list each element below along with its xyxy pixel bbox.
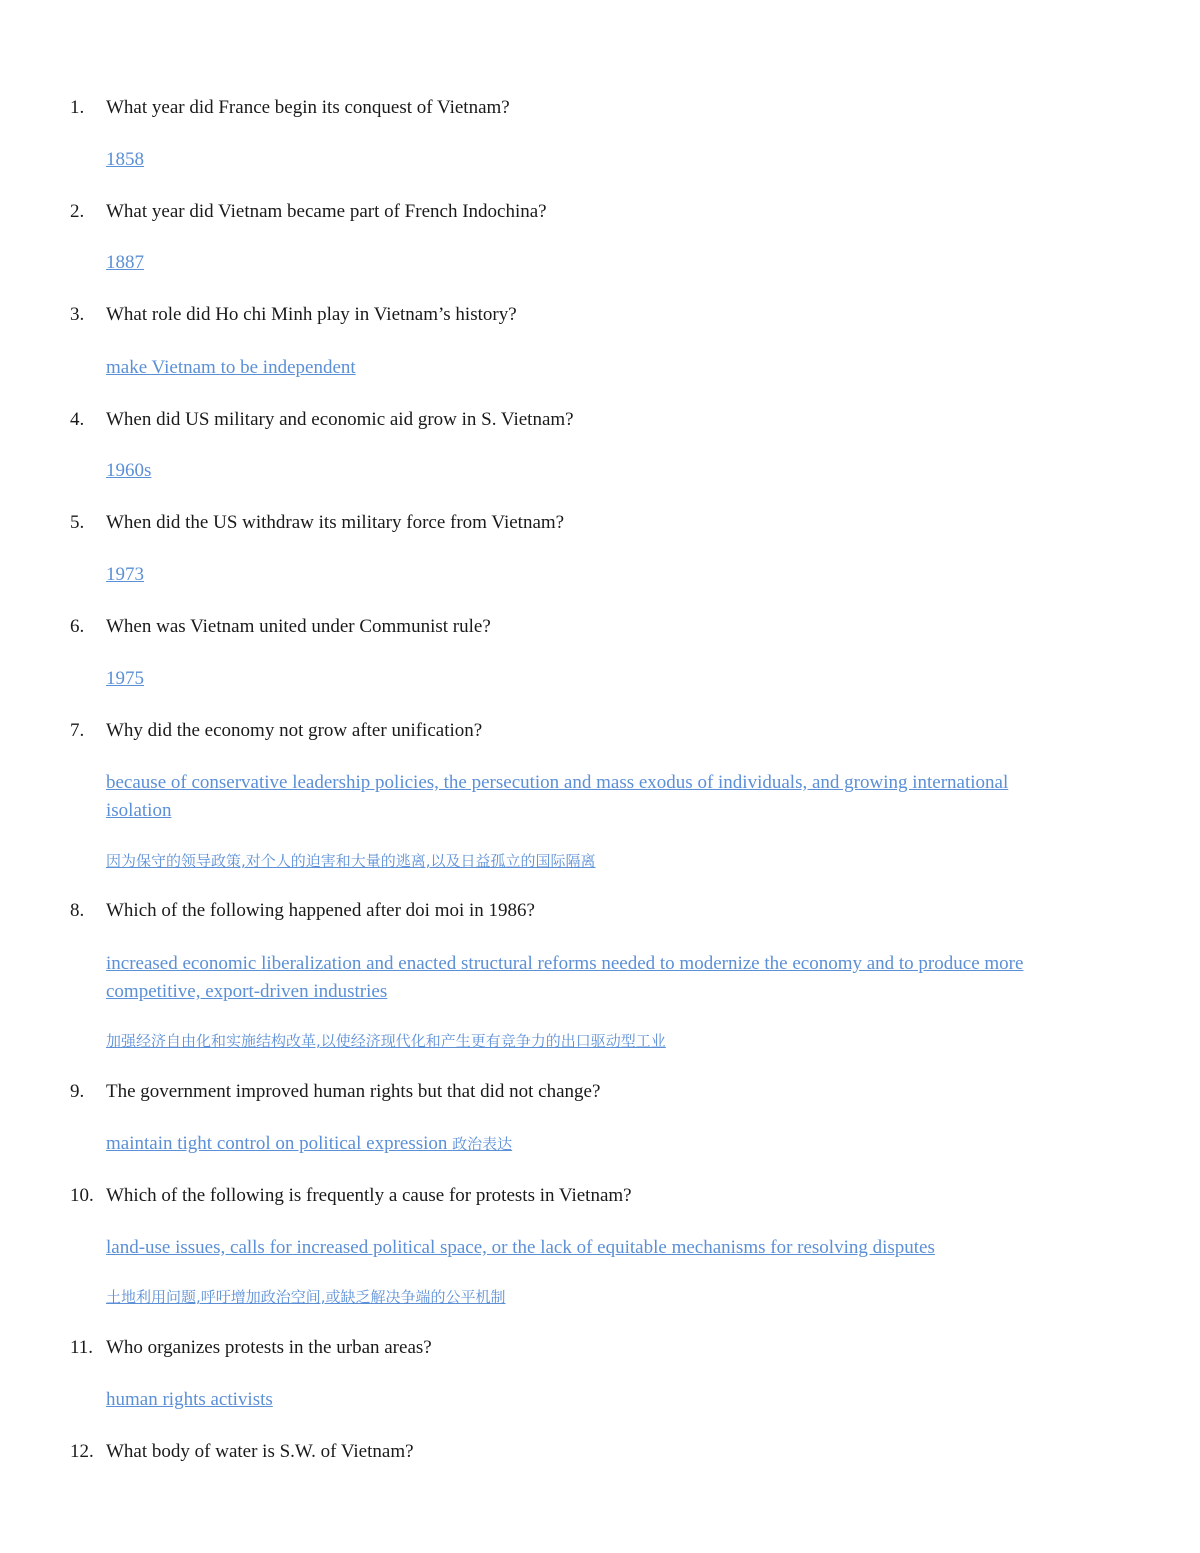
answer-4[interactable]: 1960s xyxy=(106,460,152,481)
question-text: What year did Vietnam became part of French Indochina? xyxy=(106,201,547,222)
question-text: What body of water is S.W. of Vietnam? xyxy=(106,1441,414,1462)
question-number: 6. xyxy=(70,616,85,637)
question-number: 12. xyxy=(70,1441,94,1462)
question-7 xyxy=(0,717,1200,745)
question-3 xyxy=(0,301,1200,329)
question-number: 10. xyxy=(70,1185,94,1206)
question-text: Who organizes protests in the urban areas? xyxy=(106,1337,432,1358)
answer-11[interactable]: human rights activists xyxy=(106,1389,273,1410)
answer-3[interactable]: make Vietnam to be independent xyxy=(106,357,356,378)
question-11 xyxy=(0,1334,1200,1362)
question-10 xyxy=(0,1182,1200,1210)
answer-8-chinese[interactable]: 加强经济自由化和实施结构改革,以使经济现代化和产生更有竞争力的出口驱动型工业 xyxy=(106,1032,666,1050)
question-number: 2. xyxy=(70,201,85,222)
question-number: 5. xyxy=(70,512,85,533)
answer-9[interactable] xyxy=(106,1130,1116,1158)
answer-7[interactable]: because of conservative leadership policies, the persecution and mass exodus of individuals, and growing international isolation xyxy=(106,772,1009,821)
question-text: When was Vietnam united under Communist rule? xyxy=(106,616,491,637)
question-8 xyxy=(0,897,1200,925)
answer-10-chinese[interactable]: 土地利用问题,呼吁增加政治空间,或缺乏解决争端的公平机制 xyxy=(106,1288,506,1306)
question-4 xyxy=(0,406,1200,434)
question-number: 11. xyxy=(70,1337,94,1358)
answer-7-chinese[interactable]: 因为保守的领导政策,对个人的迫害和大量的逃离,以及日益孤立的国际隔离 xyxy=(106,852,596,870)
question-text: Which of the following happened after doi moi in 1986? xyxy=(106,900,535,921)
question-text: When did the US withdraw its military force from Vietnam? xyxy=(106,512,565,533)
question-2 xyxy=(0,198,1200,226)
question-5 xyxy=(0,509,1200,537)
question-text: What role did Ho chi Minh play in Vietnam’s history? xyxy=(106,304,517,325)
question-text: Which of the following is frequently a cause for protests in Vietnam? xyxy=(106,1185,632,1206)
answer-10[interactable]: land-use issues, calls for increased political space, or the lack of equitable mechanisms for resolving disputes xyxy=(106,1237,935,1258)
question-number: 8. xyxy=(70,900,85,921)
answer-1[interactable]: 1858 xyxy=(106,149,144,170)
question-12 xyxy=(0,1438,1200,1466)
question-number: 1. xyxy=(70,97,85,118)
question-number: 4. xyxy=(70,409,85,430)
question-number: 3. xyxy=(70,304,85,325)
question-6 xyxy=(0,613,1200,641)
answer-6[interactable]: 1975 xyxy=(106,668,144,689)
answer-2[interactable]: 1887 xyxy=(106,252,144,273)
question-text: The government improved human rights but that did not change? xyxy=(106,1081,601,1102)
answer-9-english: maintain tight control on political expression xyxy=(106,1133,448,1154)
answer-9-chinese: 政治表达 xyxy=(452,1135,513,1153)
question-9 xyxy=(0,1078,1200,1106)
question-text: When did US military and economic aid grow in S. Vietnam? xyxy=(106,409,574,430)
question-number: 9. xyxy=(70,1081,85,1102)
question-1 xyxy=(0,94,1200,122)
question-number: 7. xyxy=(70,720,85,741)
answer-5[interactable]: 1973 xyxy=(106,564,144,585)
answer-8[interactable]: increased economic liberalization and enacted structural reforms needed to modernize the economy and to produce more competitive, export-driven industries xyxy=(106,953,1024,1002)
question-text: What year did France begin its conquest of Vietnam? xyxy=(106,97,510,118)
question-text: Why did the economy not grow after unification? xyxy=(106,720,483,741)
